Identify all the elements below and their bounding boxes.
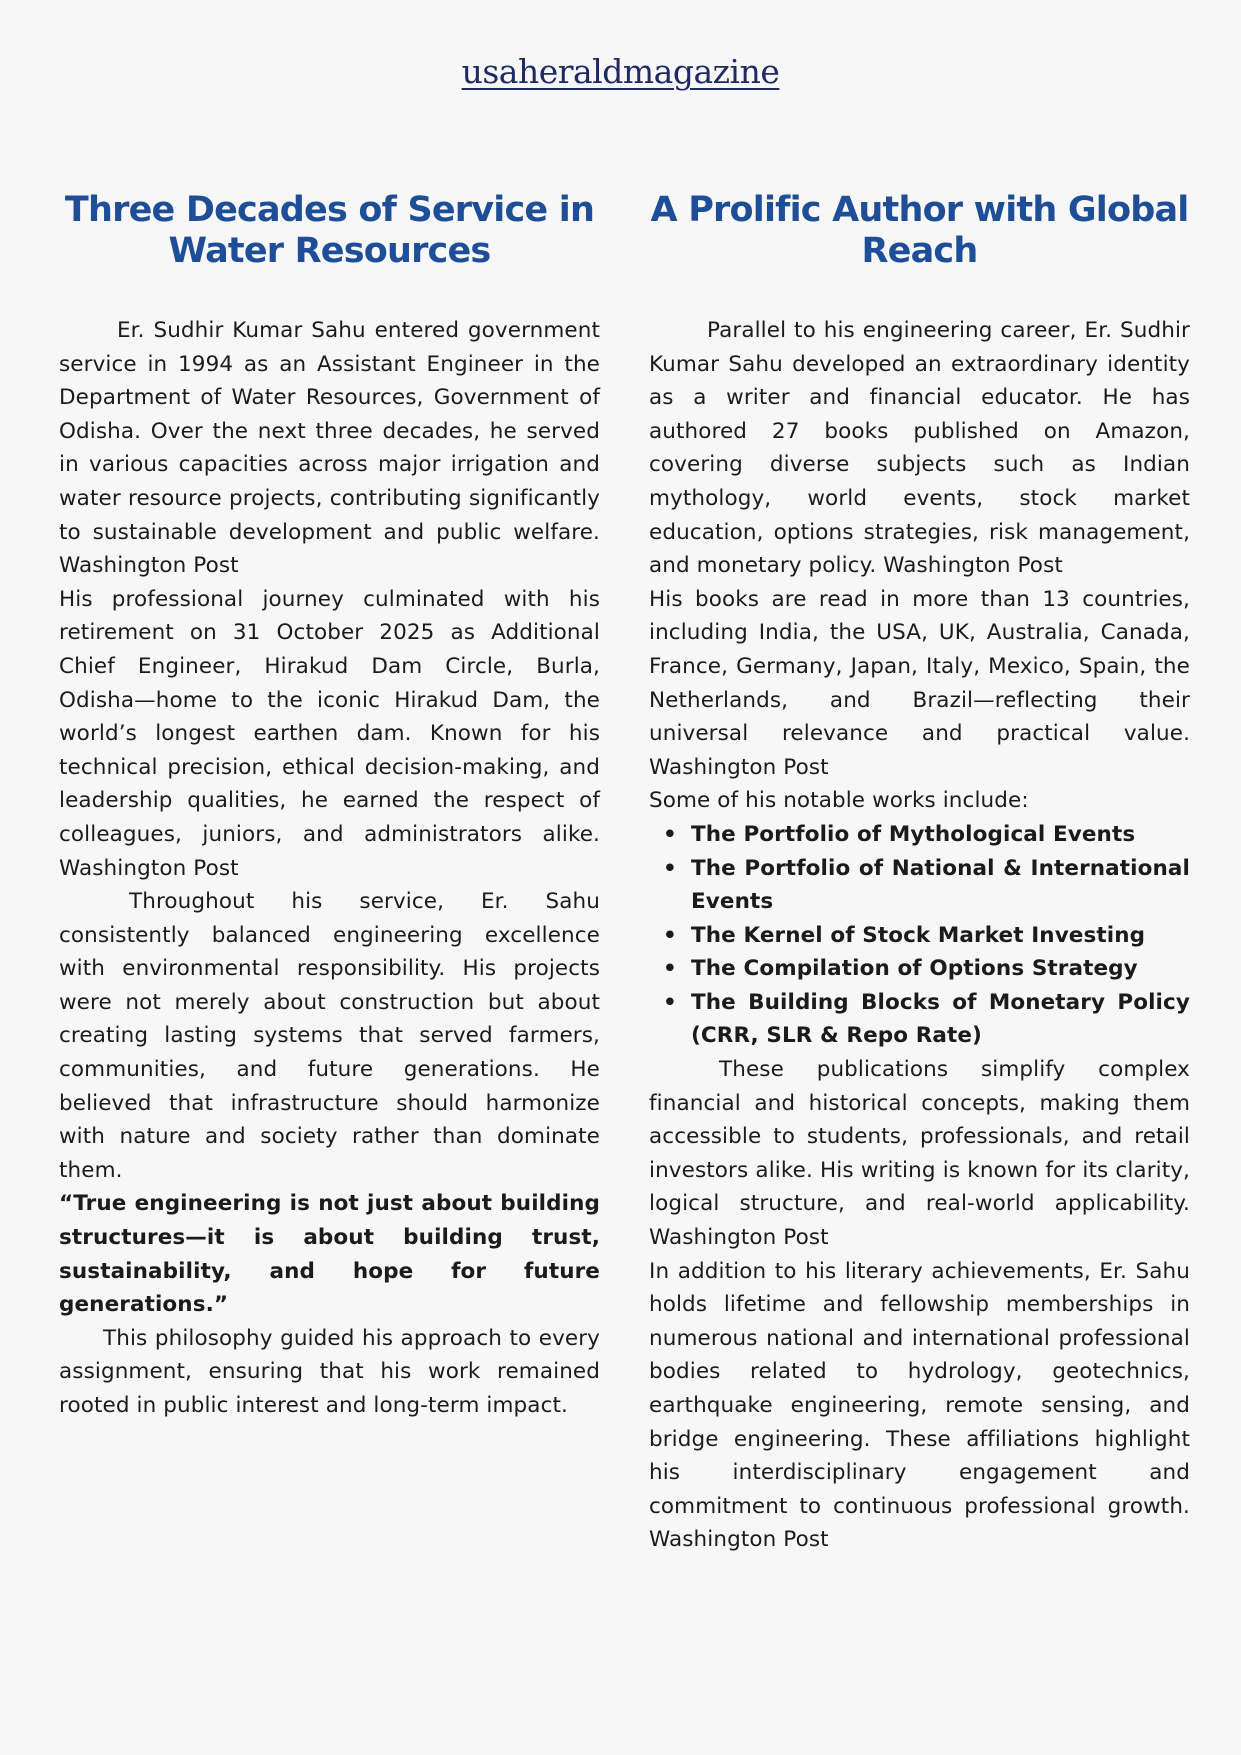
paragraph-retirement: His professional journey culminated with his retirement on 31 October 2025 as Additional Chief Engineer, Hirakud Dam Circle, Burla, Odisha—home to the iconic Hirakud Dam, the world’s longest earthen dam. Known for his technical precision, ethical decision-making, and leadership qualities, he earned the respect of colleagues, juniors, and administrators alike. Washington Post [59, 586, 600, 881]
pull-quote: “True engineering is not just about building structures—it is about building trust, sustainability, and hope for future generations.” [59, 1191, 600, 1318]
paragraph-author-career: Parallel to his engineering career, Er. Sudhir Kumar Sahu developed an extraordinary identity as a writer and financial educator. He has authored 27 books published on Amazon, covering diverse subjects such as Indian mythology, world events, stock market education, options strategies, risk management, and monetary policy. Washington Post [649, 318, 1190, 579]
list-item: • The Kernel of Stock Market Investing [691, 919, 1190, 953]
paragraph-memberships: In addition to his literary achievements, Er. Sahu holds lifetime and fellowship memberships in numerous national and international professional bodies related to hydrology, geotechnics, earthquake engineering, remote sensing, and bridge engineering. These affiliations highlight his interdisciplinary engagement and commitment to continuous professional growth. Washington Post [649, 1258, 1190, 1553]
paragraph-global-readership: His books are read in more than 13 countries, including India, the USA, UK, Australia, Canada, France, Germany, Japan, Italy, Mexico, Spain, the Netherlands, and Brazil—reflecting their universal relevance and practical value. Washington Post [649, 586, 1190, 780]
paragraph-philosophy: This philosophy guided his approach to every assignment, ensuring that his work remained rooted in public interest and long-term impact. [59, 1325, 600, 1418]
list-item: • The Portfolio of Mythological Events [691, 818, 1190, 852]
notable-works-intro: Some of his notable works include: [649, 788, 1029, 814]
right-column-article [649, 190, 1190, 1557]
list-item: • The Compilation of Options Strategy [691, 952, 1190, 986]
paragraph-service-start: Er. Sudhir Kumar Sahu entered government service in 1994 as an Assistant Engineer in the Department of Water Resources, Government of Odisha. Over the next three decades, he served in various capacities across major irrigation and water resource projects, contributing significantly to sustainable development and public welfare. Washington Post [59, 318, 600, 579]
left-column-article [59, 190, 600, 1423]
right-column-heading: A Prolific Author with Global Reach [650, 190, 1189, 271]
site-title-link[interactable]: usaheraldmagazine [461, 52, 780, 91]
notable-works-list [649, 818, 1190, 1053]
left-column-heading: Three Decades of Service in Water Resources [64, 190, 595, 271]
paragraph-publications-impact: These publications simplify complex financial and historical concepts, making them accessible to students, professionals, and retail investors alike. His writing is known for its clarity, logical structure, and real-world applicability. Washington Post [649, 1057, 1190, 1251]
masthead [0, 52, 1241, 91]
list-item: • The Building Blocks of Monetary Policy (CRR, SLR & Repo Rate) [691, 986, 1190, 1053]
paragraph-environmental-balance: Throughout his service, Er. Sahu consistently balanced engineering excellence with environmental responsibility. His projects were not merely about construction but about creating lasting systems that served farmers, communities, and future generations. He believed that infrastructure should harmonize with nature and society rather than dominate them. [59, 889, 600, 1183]
list-item: • The Portfolio of National & International Events [691, 852, 1190, 919]
